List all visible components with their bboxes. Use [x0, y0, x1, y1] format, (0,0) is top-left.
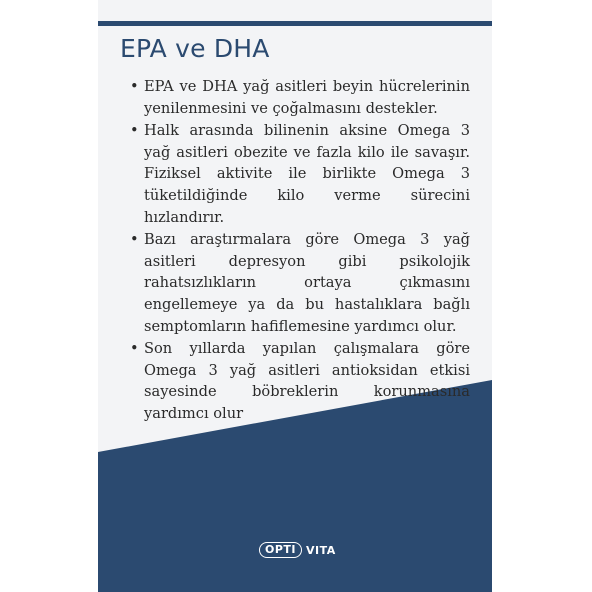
logo-opti-text: OPTI — [259, 542, 302, 558]
optivita-logo — [259, 541, 336, 559]
logo-vita-text: VITA — [306, 543, 336, 557]
list-item: • Halk arasında bilinenin aksine Omega 3 yağ asitleri obezite ve fazla kilo ile savaşır. Fiziksel aktivite ile birlikte Omega 3 tüketildiğinde kilo verme sürecini hızlandırır. — [132, 120, 470, 228]
list-item: • Son yıllarda yapılan çalışmalara göre Omega 3 yağ asitleri antioksidan etkisi sayesinde böbreklerin korunmasına yardımcı olur — [132, 338, 470, 424]
bullet-list — [132, 76, 470, 426]
list-item: • Bazı araştırmalara göre Omega 3 yağ asitleri depresyon gibi psikolojik rahatsızlıkların ortaya çıkmasını engellemeye ya da bu hastalıklara bağlı semptomların hafiflemesine yardımcı olur. — [132, 229, 470, 337]
info-card — [98, 0, 492, 592]
page-title: EPA ve DHA — [120, 34, 270, 63]
list-item: • EPA ve DHA yağ asitleri beyin hücrelerinin yenilenmesini ve çoğalmasını destekler. — [132, 76, 470, 119]
